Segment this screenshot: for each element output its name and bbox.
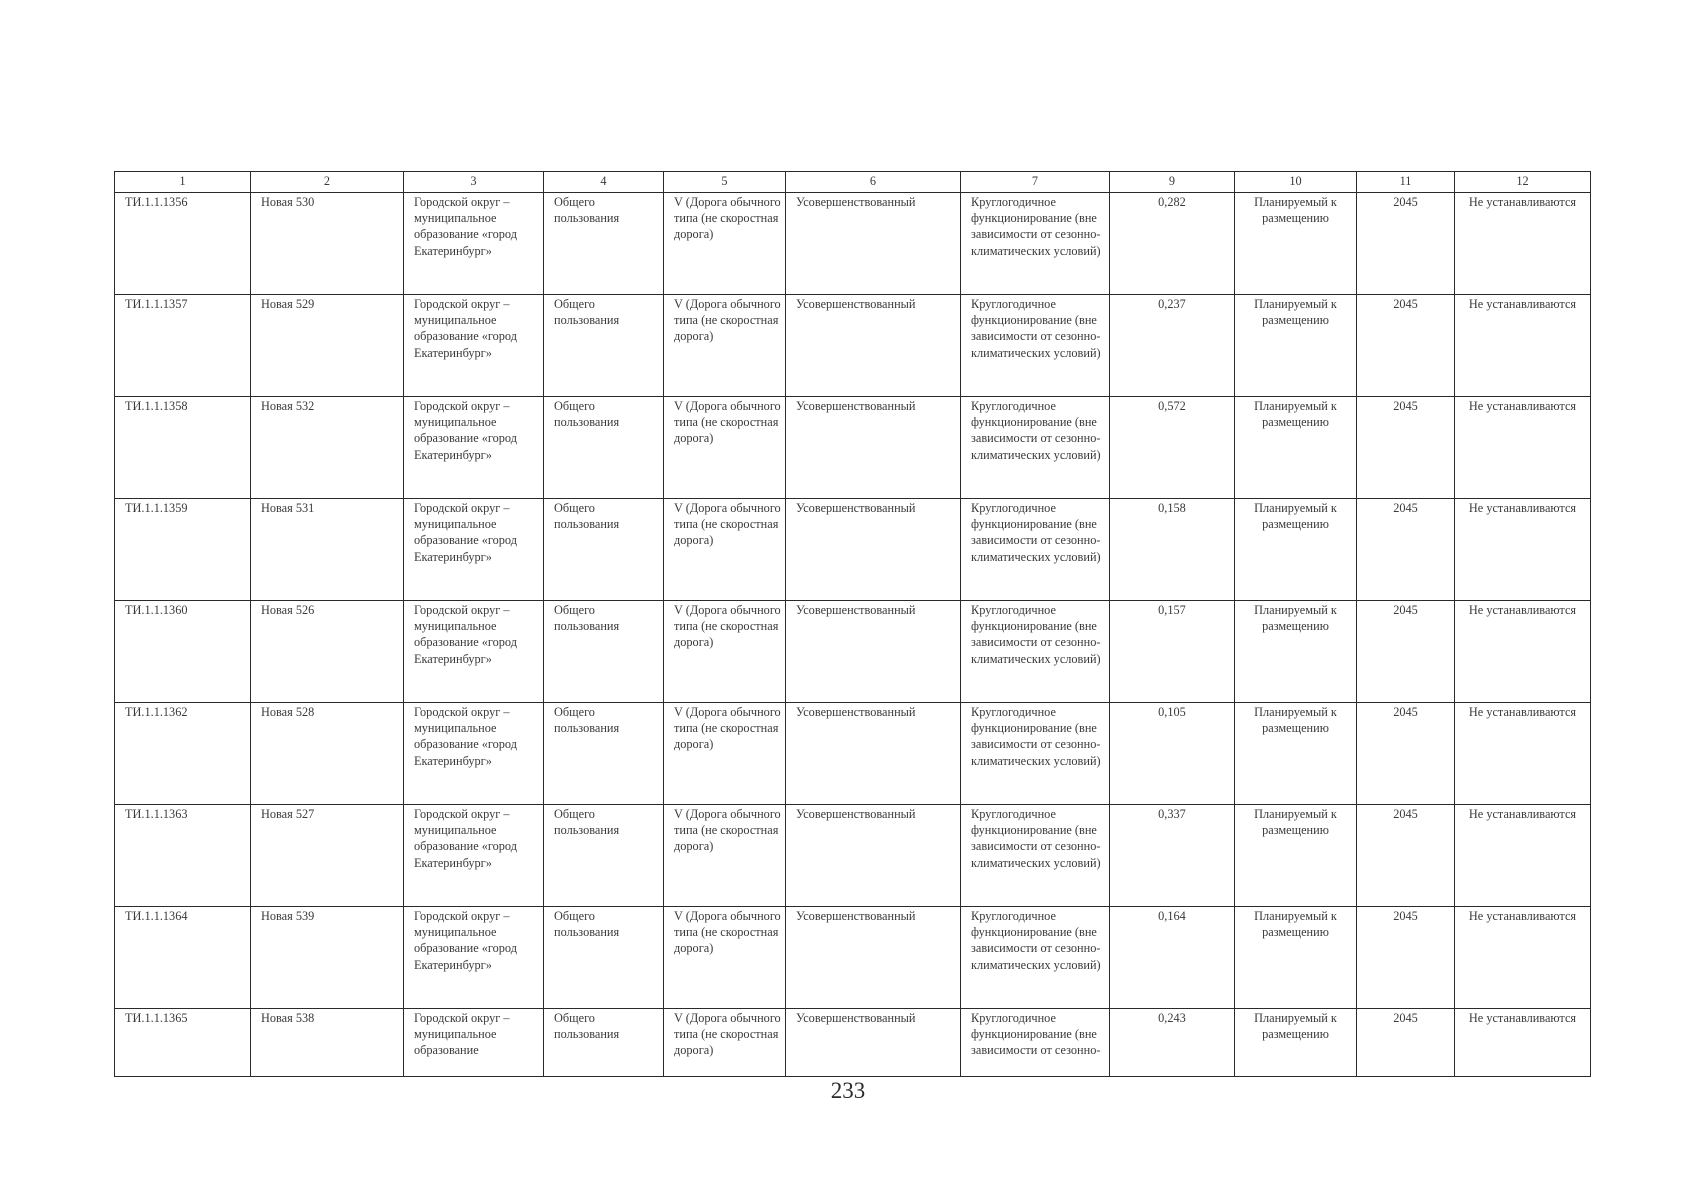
operation-mode: Круглогодичное функционирование (вне зависимости от сезонно-климатических условий) [961,397,1110,499]
municipality: Городской округ – муниципальное образование «город Екатеринбург» [404,499,544,601]
table-row [115,601,1591,703]
road-category: V (Дорога обычного типа (не скоростная дорога) [664,805,786,907]
object-id: ТИ.1.1.1358 [115,397,251,499]
operation-mode: Круглогодичное функционирование (вне зависимости от сезонно-климатических условий) [961,907,1110,1009]
road-purpose: Общего пользования [544,907,664,1009]
object-status: Планируемый к размещению [1235,601,1357,703]
road-category: V (Дорога обычного типа (не скоростная дорога) [664,193,786,295]
road-category: V (Дорога обычного типа (не скоростная дорога) [664,397,786,499]
municipality: Городской округ – муниципальное образование «город Екатеринбург» [404,907,544,1009]
operation-mode: Круглогодичное функционирование (вне зависимости от сезонно-климатических условий) [961,703,1110,805]
object-id: ТИ.1.1.1359 [115,499,251,601]
table-row [115,907,1591,1009]
surface-type: Усовершенствованный [786,907,961,1009]
table-row [115,397,1591,499]
municipality: Городской округ – муниципальное образование «город Екатеринбург» [404,193,544,295]
object-id: ТИ.1.1.1356 [115,193,251,295]
road-purpose: Общего пользования [544,193,664,295]
object-status: Планируемый к размещению [1235,499,1357,601]
municipality: Городской округ – муниципальное образование «город Екатеринбург» [404,295,544,397]
road-purpose: Общего пользования [544,805,664,907]
surface-type: Усовершенствованный [786,499,961,601]
surface-type: Усовершенствованный [786,703,961,805]
object-status: Планируемый к размещению [1235,397,1357,499]
column-header: 1 [115,172,251,193]
table-row [115,499,1591,601]
surface-type: Усовершенствованный [786,805,961,907]
operation-mode: Круглогодичное функционирование (вне зависимости от сезонно-климатических условий) [961,601,1110,703]
road-length: 0,237 [1110,295,1235,397]
object-status: Планируемый к размещению [1235,805,1357,907]
page-number: 233 [830,1078,866,1103]
object-id: ТИ.1.1.1364 [115,907,251,1009]
operation-mode: Круглогодичное функционирование (вне зависимости от сезонно-климатических условий) [961,295,1110,397]
object-name: Новая 539 [251,907,404,1009]
road-category: V (Дорога обычного типа (не скоростная дорога) [664,907,786,1009]
surface-type: Усовершенствованный [786,295,961,397]
object-name: Новая 530 [251,193,404,295]
target-year: 2045 [1357,397,1455,499]
object-id: ТИ.1.1.1363 [115,805,251,907]
object-name: Новая 538 [251,1009,404,1077]
road-category: V (Дорога обычного типа (не скоростная дорога) [664,1009,786,1077]
table-row [115,295,1591,397]
target-year: 2045 [1357,703,1455,805]
column-header: 11 [1357,172,1455,193]
object-name: Новая 528 [251,703,404,805]
object-name: Новая 529 [251,295,404,397]
municipality: Городской округ – муниципальное образование «город Екатеринбург» [404,703,544,805]
protection-zones: Не устанавливаются [1455,499,1591,601]
municipality: Городской округ – муниципальное образование «город Екатеринбург» [404,805,544,907]
road-purpose: Общего пользования [544,703,664,805]
target-year: 2045 [1357,1009,1455,1077]
object-name: Новая 532 [251,397,404,499]
operation-mode: Круглогодичное функционирование (вне зависимости от сезонно-климатических условий) [961,499,1110,601]
road-category: V (Дорога обычного типа (не скоростная дорога) [664,295,786,397]
object-status: Планируемый к размещению [1235,1009,1357,1077]
protection-zones: Не устанавливаются [1455,1009,1591,1077]
road-purpose: Общего пользования [544,499,664,601]
surface-type: Усовершенствованный [786,601,961,703]
object-id: ТИ.1.1.1357 [115,295,251,397]
municipality: Городской округ – муниципальное образование «город Екатеринбург» [404,397,544,499]
road-length: 0,282 [1110,193,1235,295]
operation-mode: Круглогодичное функционирование (вне зависимости от сезонно-климатических условий) [961,805,1110,907]
road-length: 0,105 [1110,703,1235,805]
road-objects-table [114,171,1591,1077]
road-length: 0,164 [1110,907,1235,1009]
target-year: 2045 [1357,601,1455,703]
table-row [115,1009,1591,1077]
target-year: 2045 [1357,499,1455,601]
object-name: Новая 527 [251,805,404,907]
object-status: Планируемый к размещению [1235,295,1357,397]
column-header: 7 [961,172,1110,193]
column-header: 12 [1455,172,1591,193]
column-header: 4 [544,172,664,193]
target-year: 2045 [1357,193,1455,295]
road-length: 0,572 [1110,397,1235,499]
target-year: 2045 [1357,295,1455,397]
column-header: 9 [1110,172,1235,193]
protection-zones: Не устанавливаются [1455,703,1591,805]
road-purpose: Общего пользования [544,295,664,397]
road-purpose: Общего пользования [544,601,664,703]
protection-zones: Не устанавливаются [1455,193,1591,295]
road-purpose: Общего пользования [544,1009,664,1077]
municipality: Городской округ – муниципальное образование «город Екатеринбург» [404,601,544,703]
table-row [115,805,1591,907]
protection-zones: Не устанавливаются [1455,295,1591,397]
table-row [115,193,1591,295]
road-category: V (Дорога обычного типа (не скоростная дорога) [664,499,786,601]
object-id: ТИ.1.1.1362 [115,703,251,805]
object-id: ТИ.1.1.1360 [115,601,251,703]
column-header: 6 [786,172,961,193]
road-category: V (Дорога обычного типа (не скоростная дорога) [664,703,786,805]
road-length: 0,337 [1110,805,1235,907]
surface-type: Усовершенствованный [786,193,961,295]
column-header: 10 [1235,172,1357,193]
surface-type: Усовершенствованный [786,1009,961,1077]
protection-zones: Не устанавливаются [1455,397,1591,499]
protection-zones: Не устанавливаются [1455,805,1591,907]
road-length: 0,157 [1110,601,1235,703]
operation-mode: Круглогодичное функционирование (вне зависимости от сезонно- [961,1009,1110,1077]
object-name: Новая 531 [251,499,404,601]
surface-type: Усовершенствованный [786,397,961,499]
object-status: Планируемый к размещению [1235,703,1357,805]
road-length: 0,243 [1110,1009,1235,1077]
column-header: 5 [664,172,786,193]
protection-zones: Не устанавливаются [1455,601,1591,703]
header-row [115,172,1591,193]
municipality: Городской округ – муниципальное образование [404,1009,544,1077]
table-row [115,703,1591,805]
target-year: 2045 [1357,907,1455,1009]
column-header: 3 [404,172,544,193]
protection-zones: Не устанавливаются [1455,907,1591,1009]
object-status: Планируемый к размещению [1235,193,1357,295]
road-purpose: Общего пользования [544,397,664,499]
object-status: Планируемый к размещению [1235,907,1357,1009]
object-name: Новая 526 [251,601,404,703]
operation-mode: Круглогодичное функционирование (вне зависимости от сезонно-климатических условий) [961,193,1110,295]
target-year: 2045 [1357,805,1455,907]
object-id: ТИ.1.1.1365 [115,1009,251,1077]
road-length: 0,158 [1110,499,1235,601]
column-header: 2 [251,172,404,193]
road-category: V (Дорога обычного типа (не скоростная дорога) [664,601,786,703]
